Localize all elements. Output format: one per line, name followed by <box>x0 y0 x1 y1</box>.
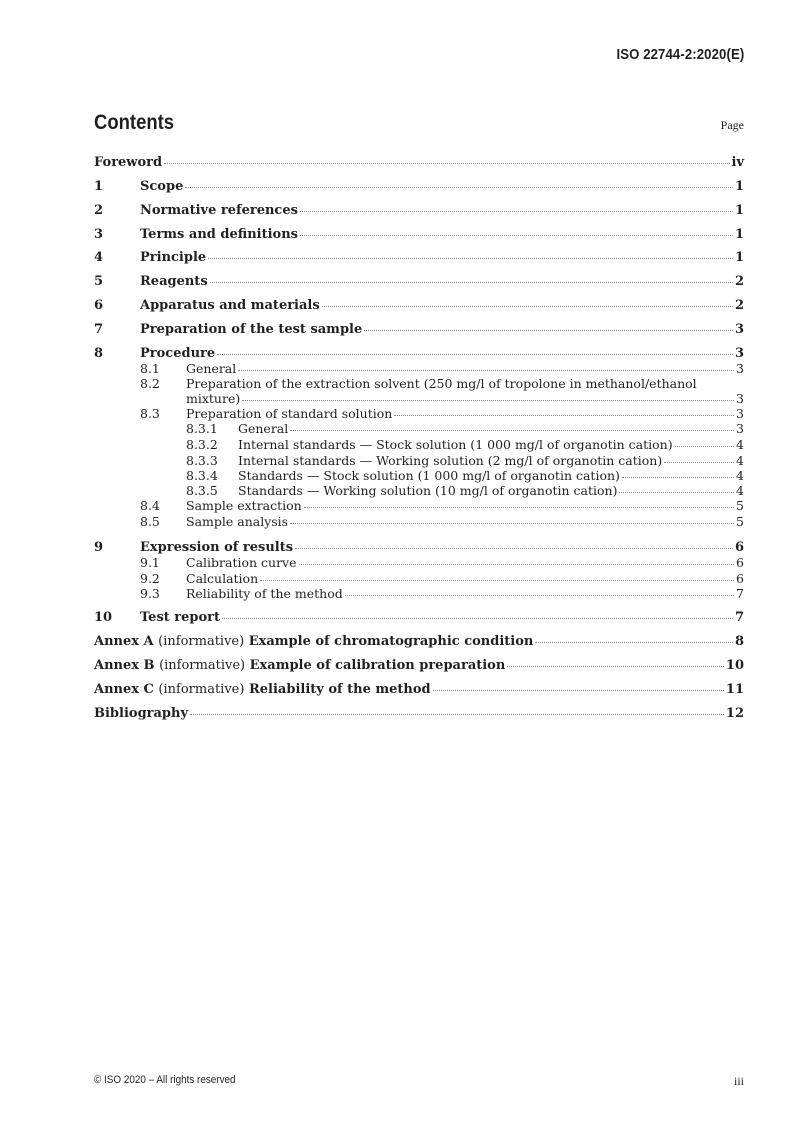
toc-entry-9-2[interactable] <box>140 572 744 586</box>
toc-title: Reliability of the method <box>186 586 343 601</box>
toc-page: 6 <box>736 571 744 586</box>
toc-entry-9-3[interactable] <box>140 587 744 601</box>
toc-page: 1 <box>734 250 744 265</box>
toc-title: Preparation of the test sample <box>140 322 363 337</box>
toc-number: 8.3.1 <box>186 421 218 436</box>
toc-number: 8.3.3 <box>186 453 218 468</box>
toc-number: 8.5 <box>140 514 160 529</box>
toc-title: Test report <box>140 610 221 625</box>
toc-entry-reagents[interactable] <box>94 275 744 289</box>
toc-title: General <box>186 361 237 376</box>
toc-page: iv <box>731 155 744 170</box>
toc-page: 5 <box>736 514 744 529</box>
annex-title: Example of chromatographic condition <box>248 634 534 649</box>
toc-page: 3 <box>736 406 744 421</box>
annex-informative: (informative) <box>159 658 246 673</box>
toc-number: 3 <box>94 227 104 242</box>
dot-leader <box>242 400 734 401</box>
toc-page: 1 <box>734 203 744 218</box>
toc-title: General <box>238 421 289 436</box>
toc-title: Reagents <box>140 274 208 289</box>
toc-entry-annex-b[interactable] <box>94 659 744 673</box>
toc-page: 1 <box>734 227 744 242</box>
toc-title: Standards — Stock solution (1 000 mg/l of organotin cation) <box>238 468 620 483</box>
toc-title-continued: mixture) <box>186 391 241 406</box>
toc-entry-8-5[interactable] <box>140 515 744 529</box>
toc-entry-8-3-3[interactable] <box>186 454 744 468</box>
dot-leader <box>164 163 729 164</box>
toc-number: 9.1 <box>140 555 160 570</box>
toc-entry-scope[interactable] <box>94 180 744 194</box>
toc-entry-8-3-5[interactable] <box>186 484 744 498</box>
toc-number: 8.3.4 <box>186 468 218 483</box>
toc-title: Sample analysis <box>186 514 289 529</box>
toc-title: Internal standards — Stock solution (1 000 mg/l of organotin cation) <box>238 437 673 452</box>
toc-title: Foreword <box>94 155 163 170</box>
copyright-notice: © ISO 2020 – All rights reserved <box>94 1074 236 1086</box>
toc-number: 9.2 <box>140 571 160 586</box>
toc-number: 8.2 <box>140 376 160 391</box>
dot-leader <box>304 507 734 508</box>
dot-leader <box>210 282 733 283</box>
toc-page: 12 <box>725 706 744 721</box>
dot-leader <box>675 446 734 447</box>
toc-page: 3 <box>736 391 744 406</box>
annex-label: Annex C <box>94 682 154 697</box>
toc-number: 8.3.2 <box>186 437 218 452</box>
toc-title: Apparatus and materials <box>140 298 320 313</box>
toc-title <box>94 659 505 673</box>
toc-page: 4 <box>736 483 744 498</box>
toc-page: 10 <box>725 658 744 673</box>
toc-number: 1 <box>94 179 104 194</box>
dot-leader <box>507 666 724 667</box>
dot-leader <box>619 492 734 493</box>
annex-label: Annex B <box>94 658 155 673</box>
toc-page: 6 <box>734 540 744 555</box>
toc-page: 1 <box>734 179 744 194</box>
dot-leader <box>217 354 733 355</box>
toc-page: 6 <box>736 555 744 570</box>
dot-leader <box>208 258 733 259</box>
dot-leader <box>322 306 733 307</box>
toc-entry-8-2-continued[interactable] <box>186 392 744 406</box>
toc-title <box>94 683 431 697</box>
page-column-label: Page <box>720 118 744 132</box>
toc-page: 3 <box>734 322 744 337</box>
annex-informative: (informative) <box>158 682 245 697</box>
toc-entry-normative-references[interactable] <box>94 204 744 218</box>
dot-leader <box>238 370 734 371</box>
dot-leader <box>190 714 724 715</box>
toc-entry-8-4[interactable] <box>140 499 744 513</box>
toc-entry-expression-of-results[interactable] <box>94 541 744 555</box>
toc-page: 4 <box>736 437 744 452</box>
toc-entry-8-3-1[interactable] <box>186 422 744 436</box>
toc-title: Sample extraction <box>186 498 302 513</box>
toc-number: 7 <box>94 322 104 337</box>
dot-leader <box>299 564 735 565</box>
toc-entry-9-1[interactable] <box>140 556 744 570</box>
toc-title: Internal standards — Working solution (2 mg/l of organotin cation) <box>238 453 663 468</box>
toc-page: 8 <box>734 634 744 649</box>
dot-leader <box>535 642 733 643</box>
annex-title: Example of calibration preparation <box>249 658 506 673</box>
toc-entry-foreword[interactable] <box>94 156 744 170</box>
toc-page: 7 <box>734 610 744 625</box>
toc-title: Calculation <box>186 571 259 586</box>
toc-entry-test-report[interactable] <box>94 611 744 625</box>
toc-title: Principle <box>140 250 207 265</box>
dot-leader <box>664 462 734 463</box>
toc-title: Procedure <box>140 346 216 361</box>
toc-entry-test-sample[interactable] <box>94 323 744 337</box>
toc-page: 2 <box>734 298 744 313</box>
page-number: iii <box>733 1074 744 1088</box>
toc-title: Expression of results <box>140 540 294 555</box>
dot-leader <box>364 330 733 331</box>
toc-number: 5 <box>94 274 104 289</box>
toc-page: 3 <box>734 346 744 361</box>
dot-leader <box>185 187 733 188</box>
toc-entry-annex-a[interactable] <box>94 635 744 649</box>
dot-leader <box>222 618 733 619</box>
toc-number: 8.1 <box>140 361 160 376</box>
toc-page: 11 <box>725 682 744 697</box>
dot-leader <box>345 595 734 596</box>
dot-leader <box>433 690 724 691</box>
toc-number: 8.3 <box>140 406 160 421</box>
toc-page: 5 <box>736 498 744 513</box>
toc-entry-8-3-2[interactable] <box>186 438 744 452</box>
annex-informative: (informative) <box>158 634 245 649</box>
dot-leader <box>290 430 734 431</box>
dot-leader <box>260 580 734 581</box>
dot-leader <box>394 415 734 416</box>
toc-title: Bibliography <box>94 706 189 721</box>
annex-title: Reliability of the method <box>248 682 431 697</box>
contents-heading: Contents <box>94 111 175 134</box>
toc-number: 8 <box>94 346 104 361</box>
toc-title: Standards — Working solution (10 mg/l of organotin cation) <box>238 483 618 498</box>
toc-page: 3 <box>736 361 744 376</box>
toc-title: Preparation of the extraction solvent (250 mg/l of tropolone in methanol/ethanol <box>186 376 697 391</box>
dot-leader <box>295 548 733 549</box>
toc-page: 4 <box>736 453 744 468</box>
toc-page: 7 <box>736 586 744 601</box>
toc-title: Calibration curve <box>186 555 297 570</box>
toc-entry-8-2[interactable] <box>140 377 697 391</box>
toc-number: 6 <box>94 298 104 313</box>
toc-entry-8-1[interactable] <box>140 362 744 376</box>
toc-number: 8.4 <box>140 498 160 513</box>
toc-page: 3 <box>736 421 744 436</box>
toc-entry-apparatus[interactable] <box>94 299 744 313</box>
toc-title: Scope <box>140 179 184 194</box>
toc-title: Terms and definitions <box>140 227 298 242</box>
annex-label: Annex A <box>94 634 154 649</box>
toc-title: Normative references <box>140 203 298 218</box>
toc-entry-8-3[interactable] <box>140 407 744 421</box>
toc-number: 8.3.5 <box>186 483 218 498</box>
toc-entry-8-3-4[interactable] <box>186 469 744 483</box>
toc-title <box>94 635 533 649</box>
toc-entry-principle[interactable] <box>94 251 744 265</box>
dot-leader <box>622 477 734 478</box>
document-id: ISO 22744-2:2020(E) <box>616 46 744 63</box>
toc-number: 2 <box>94 203 104 218</box>
dot-leader <box>300 211 733 212</box>
toc-entry-terms-definitions[interactable] <box>94 228 744 242</box>
dot-leader <box>290 523 734 524</box>
toc-number: 9.3 <box>140 586 160 601</box>
toc-number: 10 <box>94 610 113 625</box>
toc-page: 2 <box>734 274 744 289</box>
toc-number: 9 <box>94 540 104 555</box>
toc-title: Preparation of standard solution <box>186 406 393 421</box>
toc-number: 4 <box>94 250 104 265</box>
toc-entry-procedure[interactable] <box>94 347 744 361</box>
toc-entry-bibliography[interactable] <box>94 707 744 721</box>
toc-entry-annex-c[interactable] <box>94 683 744 697</box>
dot-leader <box>300 235 733 236</box>
toc-page: 4 <box>736 468 744 483</box>
